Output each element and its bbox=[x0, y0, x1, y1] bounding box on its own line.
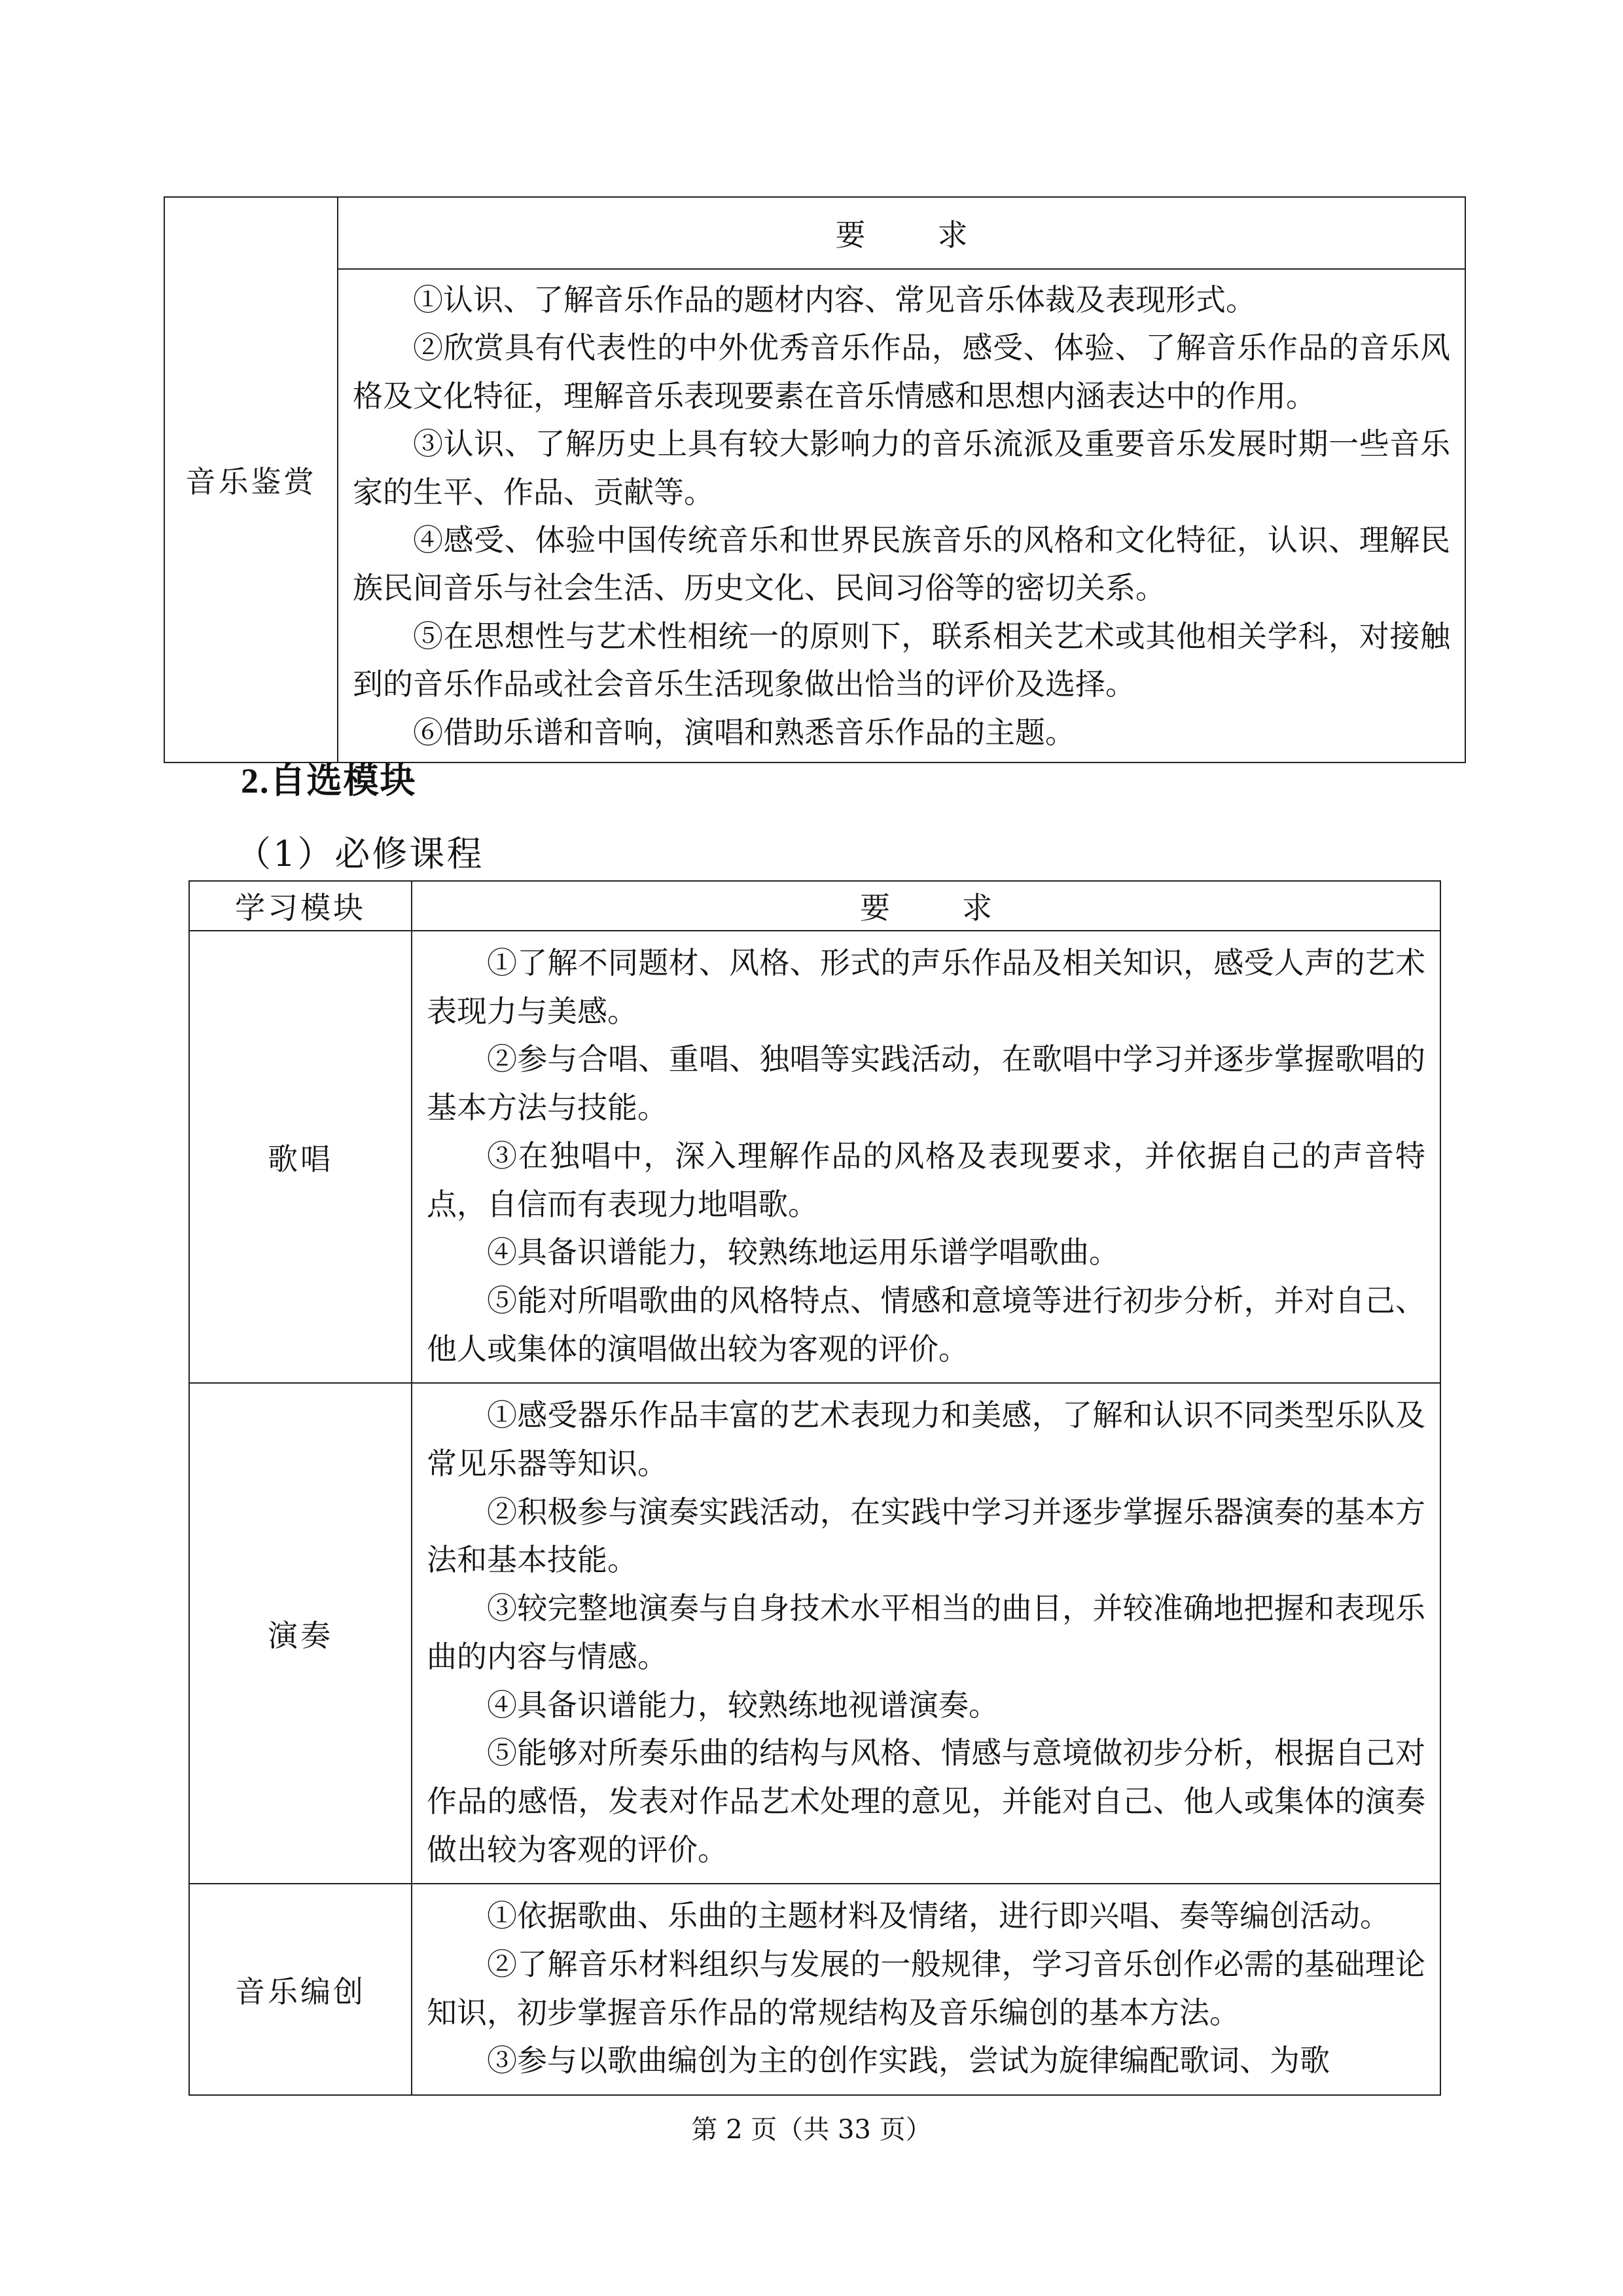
requirements-cell bbox=[412, 1383, 1440, 1884]
requirement-item: ③认识、了解历史上具有较大影响力的音乐流派及重要音乐发展时期一些音乐家的生平、作品、贡献等。 bbox=[353, 426, 1450, 510]
requirement-item: ⑥借助乐谱和音响，演唱和熟悉音乐作品的主题。 bbox=[413, 714, 1075, 750]
section-heading: 2.自选模块 bbox=[241, 759, 417, 801]
requirement-item: ①认识、了解音乐作品的题材内容、常见音乐体裁及表现形式。 bbox=[413, 282, 1256, 317]
requirement-item: ③在独唱中，深入理解作品的风格及表现要求，并依据自己的声音特点，自信而有表现力地唱歌。 bbox=[427, 1138, 1425, 1222]
module-name: 音乐鉴赏 bbox=[185, 464, 317, 500]
requirement-item: ②欣赏具有代表性的中外优秀音乐作品，感受、体验、了解音乐作品的音乐风格及文化特征，理解音乐表现要素在音乐情感和思想内涵表达中的作用。 bbox=[353, 330, 1450, 414]
requirements-cell bbox=[412, 1884, 1440, 2095]
requirement-item: ①了解不同题材、风格、形式的声乐作品及相关知识，感受人声的艺术表现力与美感。 bbox=[427, 945, 1425, 1029]
requirement-item: ⑤在思想性与艺术性相统一的原则下，联系相关艺术或其他相关学科，对接触到的音乐作品或社会音乐生活现象做出恰当的评价及选择。 bbox=[353, 618, 1450, 702]
requirements-table-continued bbox=[164, 196, 1466, 763]
column-header-requirements: 要 求 bbox=[412, 881, 1440, 931]
module-name-cell bbox=[164, 197, 338, 762]
requirement-item: ①依据歌曲、乐曲的主题材料及情绪，进行即兴唱、奏等编创活动。 bbox=[487, 1898, 1390, 1934]
page-footer: 第 2 页（共 33 页） bbox=[691, 2115, 932, 2145]
module-name-cell bbox=[189, 1884, 412, 2095]
module-name-cell bbox=[189, 931, 412, 1383]
requirement-item: ④感受、体验中国传统音乐和世界民族音乐的风格和文化特征，认识、理解民族民间音乐与社会生活、历史文化、民间习俗等的密切关系。 bbox=[353, 522, 1450, 606]
module-name-cell bbox=[189, 1383, 412, 1884]
requirement-item: ③较完整地演奏与自身技术水平相当的曲目，并较准确地把握和表现乐曲的内容与情感。 bbox=[427, 1590, 1425, 1674]
compulsory-course-table bbox=[188, 880, 1441, 2096]
requirement-item: ④具备识谱能力，较熟练地视谱演奏。 bbox=[487, 1687, 999, 1723]
module-name: 演奏 bbox=[268, 1617, 333, 1653]
module-name: 歌唱 bbox=[268, 1141, 333, 1177]
subsection-heading: （1）必修课程 bbox=[236, 833, 484, 874]
module-name: 音乐编创 bbox=[235, 1973, 366, 2009]
requirement-item: ⑤能够对所奏乐曲的结构与风格、情感与意境做初步分析，根据自己对作品的感悟，发表对作品艺术处理的意见，并能对自己、他人或集体的演奏做出较为客观的评价。 bbox=[427, 1735, 1425, 1867]
table-row bbox=[189, 931, 1440, 1383]
requirements-cell bbox=[338, 269, 1465, 762]
requirement-item: ②了解音乐材料组织与发展的一般规律，学习音乐创作必需的基础理论知识，初步掌握音乐作品的常规结构及音乐编创的基本方法。 bbox=[427, 1946, 1425, 2030]
requirement-item: ①感受器乐作品丰富的艺术表现力和美感，了解和认识不同类型乐队及常见乐器等知识。 bbox=[427, 1397, 1425, 1482]
requirements-header: 要 求 bbox=[338, 197, 1465, 269]
requirement-item: ③参与以歌曲编创为主的创作实践，尝试为旋律编配歌词、为歌 bbox=[487, 2043, 1330, 2079]
requirement-item: ⑤能对所唱歌曲的风格特点、情感和意境等进行初步分析，并对自己、他人或集体的演唱做出较为客观的评价。 bbox=[427, 1282, 1425, 1367]
requirement-item: ②参与合唱、重唱、独唱等实践活动，在歌唱中学习并逐步掌握歌唱的基本方法与技能。 bbox=[427, 1041, 1425, 1126]
table-row bbox=[189, 1884, 1440, 2095]
column-header-module: 学习模块 bbox=[189, 881, 412, 931]
table-row bbox=[189, 1383, 1440, 1884]
requirements-cell bbox=[412, 931, 1440, 1383]
requirement-item: ②积极参与演奏实践活动，在实践中学习并逐步掌握乐器演奏的基本方法和基本技能。 bbox=[427, 1494, 1425, 1578]
requirement-item: ④具备识谱能力，较熟练地运用乐谱学唱歌曲。 bbox=[487, 1234, 1119, 1270]
